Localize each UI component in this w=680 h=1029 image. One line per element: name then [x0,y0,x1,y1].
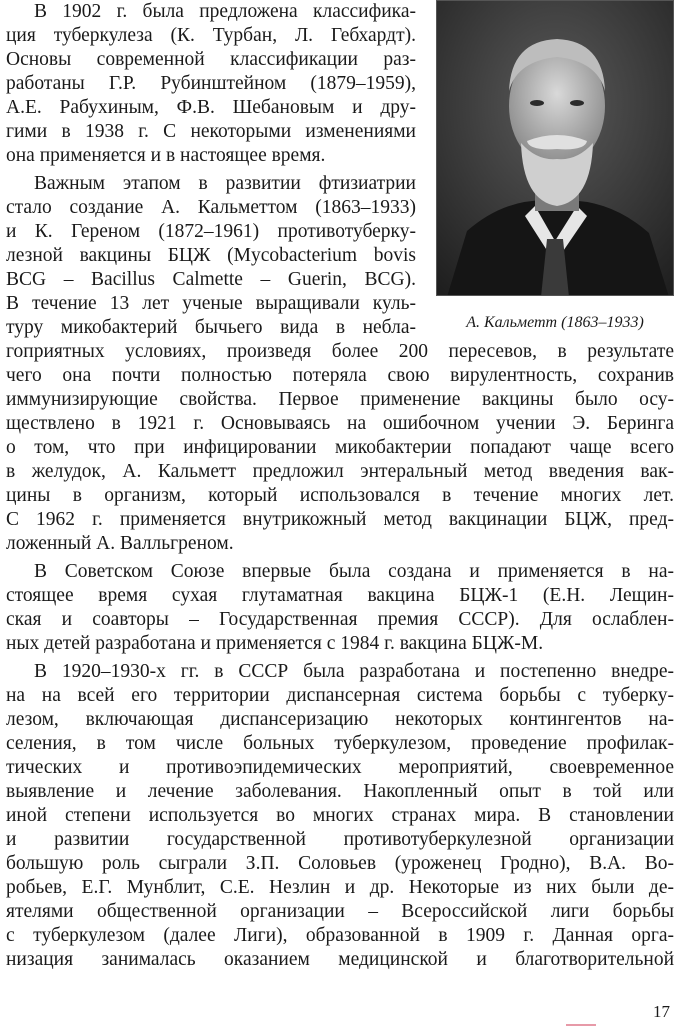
text-line: Важным этапом в развитии фтизиатрии [34,173,416,194]
text-line: гими в 1938 г. С некоторыми изменениями [6,121,416,142]
text-line: выявление и лечение заболевания. Накопленный опыт в той или [6,781,674,802]
text-line: Основы современной классификации раз- [6,49,416,70]
text-line: селения, в том числе больных туберкулезом, проведение профилак- [6,733,674,754]
print-mark [566,1024,596,1026]
text-line: лезной вакцины БЦЖ (Mycobacterium bovis [6,245,416,266]
text-line: ятелями общественной организации – Всероссийской лиги борьбы [6,901,674,922]
text-line: ществлено в 1921 г. Основываясь на ошибочном учении Э. Беринга [6,413,674,434]
text-line: с туберкулезом (далее Лиги), образованной в 1909 г. Данная орга- [6,925,674,946]
text-line: стоящее время сухая глутаматная вакцина БЦЖ-1 (Е.Н. Лещин- [6,585,674,606]
text-line: В течение 13 лет ученые выращивали куль- [6,293,416,314]
text-line: робьев, Е.Г. Мунблит, С.Е. Незлин и др. Некоторые из них были де- [6,877,674,898]
text-line: в желудок, А. Кальметт предложил энтеральный метод введения вак- [6,461,674,482]
text-line: стало создание А. Кальметтом (1863–1933) [6,197,416,218]
text-line: BCG – Bacillus Calmette – Guerin, BCG). [6,269,416,290]
text-line: и развитии государственной противотуберкулезной организации [6,829,674,850]
text-line: лезом, включающая диспансеризацию некоторых контингентов на- [6,709,674,730]
text-line: В 1902 г. была предложена классифика- [34,1,416,22]
text-line: туру микобактерий бычьего вида в небла- [6,317,416,338]
text-line: и К. Гереном (1872–1961) противотуберку- [6,221,416,242]
text-line: С 1962 г. применяется внутрикожный метод вакцинации БЦЖ, пред- [6,509,674,530]
portrait-image [437,1,674,296]
text-line: работаны Г.Р. Рубинштейном (1879–1959), [6,73,416,94]
portrait-photo [436,0,674,296]
caption-years: (1863–1933) [561,314,644,331]
text-line: В Советском Союзе впервые была создана и применяется в на- [34,561,674,582]
text-line: А.Е. Рабухиным, Ф.В. Шебановым и дру- [6,97,416,118]
text-line: ложенный А. Валльгреном. [6,533,234,554]
text-line: тических и противоэпидемических мероприятий, своевременное [6,757,674,778]
text-line: на на всей его территории диспансерная система борьбы с туберку- [6,685,674,706]
text-line: она применяется и в настоящее время. [6,145,326,166]
text-line: иммунизирующие свойства. Первое применение вакцины было осу- [6,389,674,410]
text-line: цины в организм, который использовался в течение многих лет. [6,485,674,506]
text-line: ных детей разработана и применяется с 1984 г. вакцина БЦЖ-М. [6,633,544,654]
photo-caption [436,314,674,332]
page-number: 17 [653,1002,670,1021]
text-line: иной степени используется во многих странах мира. В становлении [6,805,674,826]
text-line: чего она почти полностью потеряла свою вирулентность, сохранив [6,365,674,386]
text-line: В 1920–1930-х гг. в СССР была разработана и постепенно внедре- [34,661,674,682]
text-line: гоприятных условиях, произведя более 200 пересевов, в результате [6,341,674,362]
text-line: низация занималась оказанием медицинской и благотворительной [6,949,674,970]
text-line: о том, что при инфицировании микобактерии попадают чаще всего [6,437,674,458]
text-line: большую роль сыграли З.П. Соловьев (уроженец Гродно), В.А. Во- [6,853,674,874]
text-line: ская и соавторы – Государственная премия СССР). Для ослаблен- [6,609,674,630]
text-line: ция туберкулеза (К. Турбан, Л. Гебхардт). [6,25,416,46]
caption-name: А. Кальметт [466,314,558,331]
